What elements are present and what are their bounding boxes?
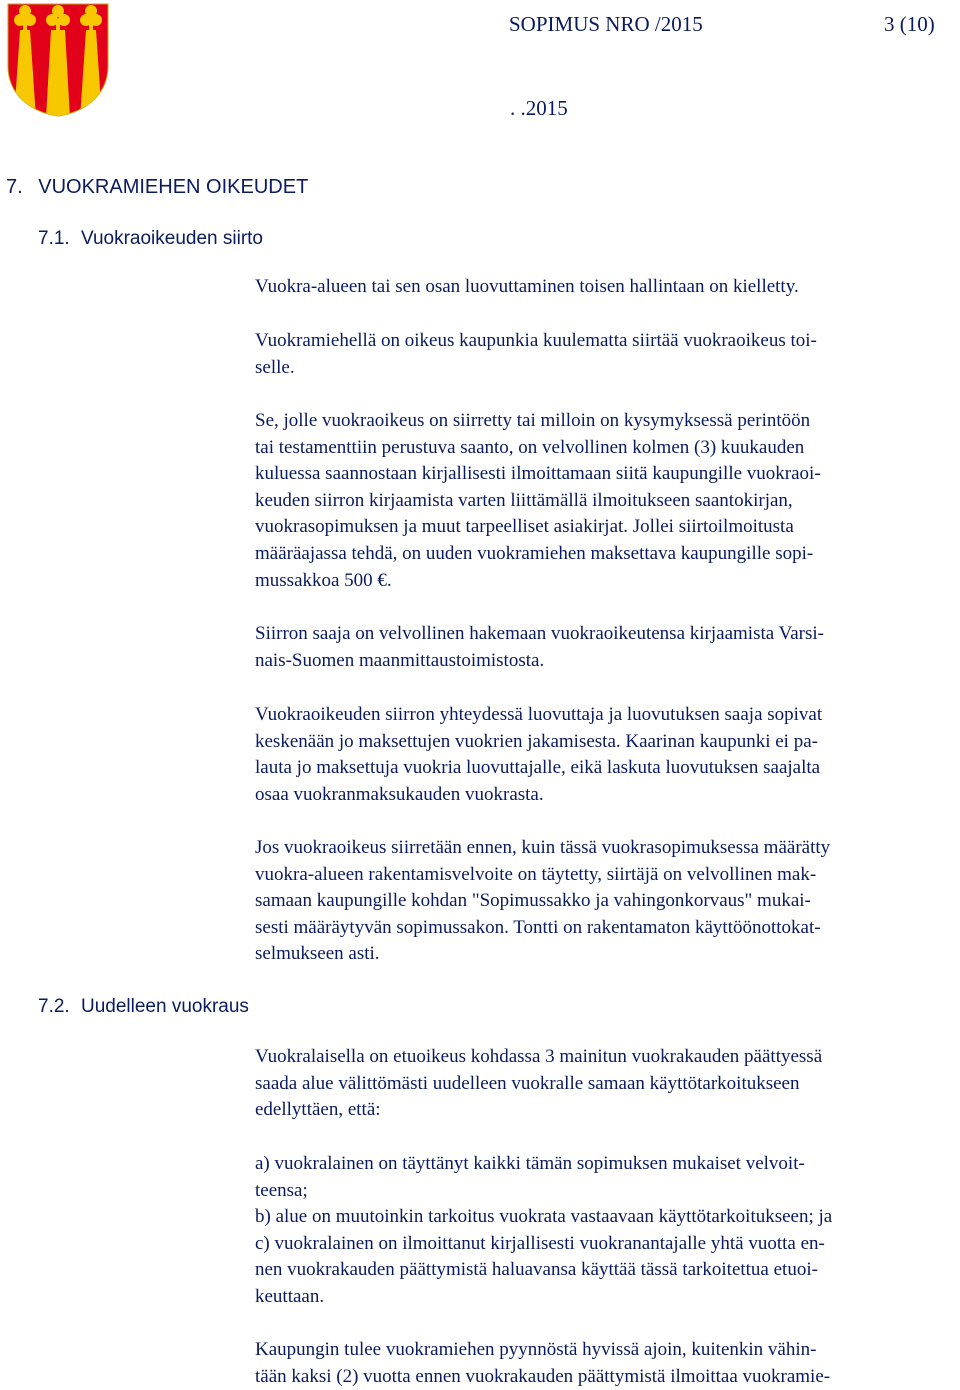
subsection-number: 7.2. [38, 996, 70, 1017]
document-reference: SOPIMUS NRO /2015 [509, 12, 703, 36]
section-heading [6, 176, 308, 199]
paragraph-transfer-right: Vuokramiehellä on oikeus kaupunkia kuulematta siirtää vuokraoikeus toi- selle. [255, 330, 817, 378]
subsection-heading-7-1 [38, 228, 263, 250]
paragraph-transfer-prohibition: Vuokra-alueen tai sen osan luovuttaminen toisen hallintaan on kielletty. [255, 276, 799, 297]
subsection-heading-7-2 [38, 996, 249, 1018]
section-title: VUOKRAMIEHEN OIKEUDET [38, 176, 309, 198]
document-date: . .2015 [510, 96, 568, 120]
paragraph-transfer-notification: Se, jolle vuokraoikeus on siirretty tai milloin on kysymyksessä perintöön tai testamenttiin perustuva saanto, on velvollinen kolmen (3) kuukauden kuluessa saannostaan kirjallisesti ilmoittamaan siitä kaupungille vuokraoi- keuden siirron kirjaamista varten liittämällä ilmoitukseen saantokirjan, vuokrasopimuksen ja muut tarpeelliset asiakirjat. Jollei siirtoilmoitusta määräajassa tehdä, on uuden vuokramiehen maksettava kaupungille sopi- mussakkoa 500 €. [255, 410, 821, 591]
paragraph-rent-division: Vuokraoikeuden siirron yhteydessä luovuttaja ja luovutuksen saaja sopivat keskenään jo maksettujen vuokrien jakamisesta. Kaarinan kaupunki ei pa- lauta jo maksettuja vuokria luovuttajalle, eikä laskuta luovutuksen saajalta osaa vuokranmaksukauden vuokrasta. [255, 704, 823, 805]
page-number: 3 (10) [884, 12, 935, 36]
subsection-title: Uudelleen vuokraus [80, 996, 249, 1017]
coat-of-arms-logo [6, 2, 110, 118]
paragraph-construction-obligation: Jos vuokraoikeus siirretään ennen, kuin tässä vuokrasopimuksessa määrätty vuokra-alueen rakentamisvelvoite on täytetty, siirtäjä on velvollinen mak- samaan kaupungille kohdan "Sopimussakko ja vahingonkorvaus" mukai- sesti määräytyvän sopimussakon. Tontti on rakentamaton käyttöönottokat- selmukseen asti. [255, 837, 831, 965]
section-number: 7. [6, 176, 23, 198]
subsection-number: 7.1. [38, 228, 70, 249]
paragraph-pre-emption: Vuokralaisella on etuoikeus kohdassa 3 mainitun vuokrakauden päättyessä saada alue välittömästi uudelleen vuokralle samaan käyttötarkoitukseen edellyttäen, että: [255, 1046, 823, 1121]
paragraph-city-notice: Kaupungin tulee vuokramiehen pyynnöstä hyvissä ajoin, kuitenkin vähin- tään kaksi (2) vuotta ennen vuokrakauden päättymistä ilmoittaa vuokramie- [255, 1339, 831, 1387]
paragraph-conditions-list: a) vuokralainen on täyttänyt kaikki tämän sopimuksen mukaiset velvoit- teensa; b) alue on muutoinkin tarkoitus vuokrata vastaavaan käyttötarkoitukseen; ja c) vuokralainen on ilmoittanut kirjallisesti vuokranantajalle yhtä vuotta en- nen vuokrakauden päättymistä haluavansa käyttää tässä tarkoitettua etuoi- keuttaan. [255, 1153, 833, 1307]
paragraph-registration: Siirron saaja on velvollinen hakemaan vuokraoikeutensa kirjaamista Varsi- nais-Suomen maanmittaustoimistosta. [255, 623, 824, 671]
subsection-title: Vuokraoikeuden siirto [80, 228, 263, 249]
